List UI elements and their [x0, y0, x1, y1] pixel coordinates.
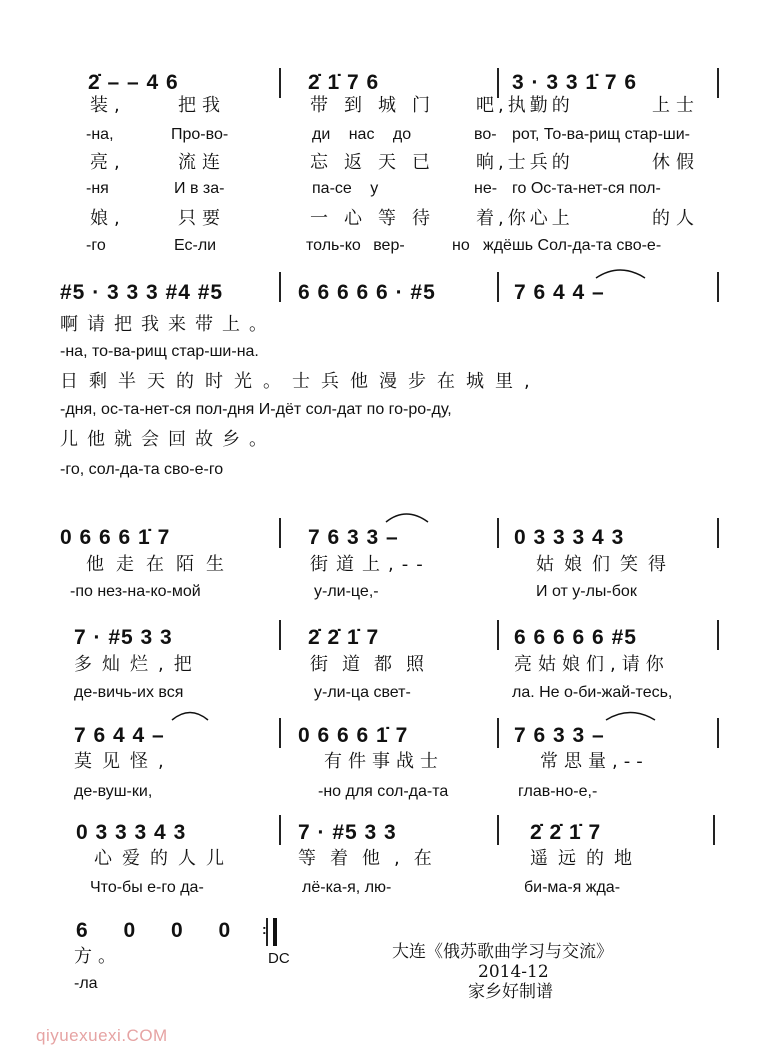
lyric-ru: па-се у — [312, 180, 379, 197]
lyric-ru: рот, То-ва-рищ стар-ши- — [512, 126, 691, 143]
lyric-zh: 街道都照 — [310, 654, 438, 675]
lyric-ru: де-вичь-их вся — [74, 684, 184, 701]
tie-arc — [596, 270, 645, 278]
notes-s2-m3: 7 6 4 4 – — [514, 281, 605, 304]
lyric-zh: 娘, — [90, 208, 126, 229]
lyric-zh: 心爱的人儿 — [94, 848, 234, 869]
repeat-dots: : — [262, 921, 267, 937]
notes-s3-m2: 7 6 3 3 – — [308, 526, 399, 549]
lyric-ru: -ня — [86, 180, 109, 197]
notes-s4-m2: 2̇ 2̇ 1̇ 7 — [308, 626, 380, 649]
lyric-ru: не- — [474, 180, 498, 197]
lyric-ru: -на, то-ва-рищ стар-ши-на. — [60, 343, 259, 360]
lyric-ru: де-вуш-ки, — [74, 783, 153, 800]
tie-arc — [606, 713, 655, 721]
lyric-zh: 着,你心上 — [476, 208, 574, 229]
notes-s7-m1: 6 0 0 0 — [76, 919, 232, 942]
lyric-ru: у-ли-це,- — [314, 583, 379, 600]
notes-s4-m3: 6 6 6 6 6 #5 — [514, 626, 637, 649]
notes-s2-m2: 6 6 6 6 6 · #5 — [298, 281, 436, 304]
lyric-zh: 休假 — [652, 152, 700, 173]
lyric-ru: толь-ко вер- — [306, 237, 405, 254]
lyric-zh: 有件事战士 — [324, 751, 444, 772]
notes-s5-m2: 0 6 6 6 1̇ 7 — [298, 724, 409, 747]
lyric-zh: 他走在陌生 — [86, 554, 236, 575]
lyric-zh: 亮, — [90, 152, 126, 173]
lyric-zh: 只要 — [178, 208, 226, 229]
lyric-ru: Про-во- — [171, 126, 229, 143]
credit-author: 家乡好制谱 — [468, 982, 553, 1002]
lyric-zh: 一心等待 — [310, 208, 446, 229]
credit-date: 2014-12 — [478, 962, 549, 982]
lyric-zh: 忘返天已 — [310, 152, 446, 173]
lyric-ru: ди нас до — [312, 126, 412, 143]
lyric-zh: 等着他,在 — [298, 848, 446, 869]
lyric-ru: И от у-лы-бок — [536, 583, 637, 600]
lyric-ru: го Ос-та-нет-ся пол- — [512, 180, 661, 197]
dc-mark: DC — [268, 950, 290, 967]
lyric-ru: во- — [474, 126, 497, 143]
lyric-zh: 多灿烂,把 — [74, 654, 202, 675]
lyric-zh: 姑娘们笑得 — [536, 554, 676, 575]
notes-s3-m3: 0 3 3 3 4 3 — [514, 526, 625, 549]
notes-s2-m1: #5 · 3 3 3 #4 #5 — [60, 281, 224, 304]
lyric-zh: 带到城门 — [310, 95, 446, 116]
lyric-zh: 莫见怪, — [74, 751, 174, 772]
lyric-ru: -го, сол-да-та сво-е-го — [60, 461, 224, 478]
lyric-ru: -на, — [86, 126, 114, 143]
lyric-zh: 流连 — [178, 152, 226, 173]
credit-source: 大连《俄苏歌曲学习与交流》 — [392, 942, 613, 962]
lyric-ru: би-ма-я жда- — [524, 879, 621, 896]
lyric-zh: 遥远的地 — [530, 848, 642, 869]
lyric-zh: 街道上,-- — [310, 554, 431, 575]
lyric-zh: 吧,执勤的 — [476, 95, 574, 116]
notes-s1-m3: 3 · 3 3 1̇ 7 6 — [512, 71, 638, 94]
lyric-ru: лё-ка-я, лю- — [302, 879, 392, 896]
tie-arc — [172, 713, 208, 721]
lyric-zh: 上士 — [652, 95, 700, 116]
lyric-zh: 方。 — [74, 946, 122, 967]
lyric-ru: -дня, ос-та-нет-ся пол-дня И-дёт сол-дат по го-ро-ду, — [60, 401, 452, 418]
lyric-ru: -по нез-на-ко-мой — [70, 583, 201, 600]
lyric-zh: 日剩半天的时光。士兵他漫步在城里, — [60, 371, 541, 392]
lyric-zh: 儿他就会回故乡。 — [60, 429, 276, 450]
lyric-ru: Что-бы е-го да- — [90, 879, 204, 896]
lyric-ru: глав-но-е,- — [518, 783, 598, 800]
lyric-ru: -но для сол-да-та — [318, 783, 449, 800]
lyric-ru: -ла — [74, 975, 98, 992]
lyric-zh: 晌,士兵的 — [476, 152, 574, 173]
lyric-ru: -го — [86, 237, 106, 254]
notes-s5-m1: 7 6 4 4 – — [74, 724, 165, 747]
notes-s1-m2: 2̇ 1̇ 7 6 — [308, 71, 380, 94]
lyric-ru: Ес-ли — [174, 237, 217, 254]
lyric-ru: ждёшь Сол-да-та сво-е- — [483, 237, 662, 254]
lyric-zh: 啊请把我来带上。 — [60, 314, 276, 335]
lyric-zh: 的人 — [652, 208, 700, 229]
lyric-ru: ла. Не о-би-жай-тесь, — [512, 684, 673, 701]
lyric-zh: 装, — [90, 95, 126, 116]
site-watermark: qiyuexuexi.COM — [36, 1026, 168, 1045]
notes-s1-m1: 2̇ – – 4 6 — [88, 71, 179, 94]
lyric-ru: но — [452, 237, 470, 254]
tie-arc — [386, 514, 428, 522]
notes-s6-m2: 7 · #5 3 3 — [298, 821, 397, 844]
notes-s5-m3: 7 6 3 3 – — [514, 724, 605, 747]
lyric-ru: у-ли-ца свет- — [314, 684, 411, 701]
notes-s6-m1: 0 3 3 3 4 3 — [76, 821, 187, 844]
lyric-ru: И в за- — [174, 180, 225, 197]
notes-s3-m1: 0 6 6 6 1̇ 7 — [60, 526, 171, 549]
notes-s6-m3: 2̇ 2̇ 1̇ 7 — [530, 821, 602, 844]
lyric-zh: 亮姑娘们,请你 — [514, 654, 670, 675]
lyric-zh: 把我 — [178, 95, 226, 116]
lyric-zh: 常思量,-- — [540, 751, 649, 772]
notes-s4-m1: 7 · #5 3 3 — [74, 626, 173, 649]
